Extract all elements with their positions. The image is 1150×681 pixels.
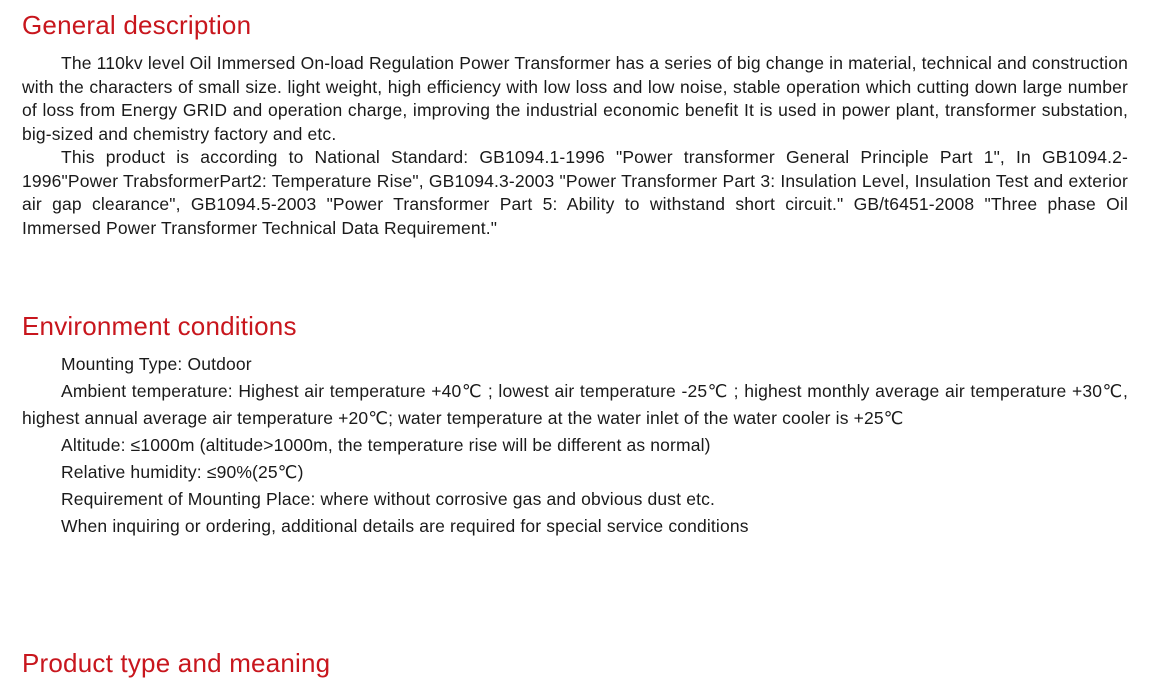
general-description-heading: General description [22, 10, 252, 40]
national-standard-paragraph: This product is according to National Standard: GB1094.1-1996 "Power transformer General Principle Part 1", In GB1094.2-1996"Power TrabsformerPart2: Temperature Rise", GB1094.3-2003 "Power Transformer Part 3: Insulation Level, Insulation Test and exterior air gap clearance", GB1094.5-2003 "Power Transformer Part 5: Ability to withstand short circuit." GB/t6451-2008 "Three phase Oil Immersed Power Transformer Technical Data Requirement." [22, 147, 1128, 238]
environment-conditions-section [22, 311, 1128, 540]
mounting-place-line: Requirement of Mounting Place: where without corrosive gas and obvious dust etc. [61, 489, 716, 509]
environment-conditions-body [22, 351, 1128, 540]
relative-humidity-line: Relative humidity: ≤90%(25℃) [61, 462, 304, 482]
environment-conditions-heading: Environment conditions [22, 311, 297, 341]
special-conditions-line: When inquiring or ordering, additional details are required for special service conditions [61, 516, 749, 536]
ambient-temperature-line: Ambient temperature: Highest air temperature +40℃ ; lowest air temperature -25℃ ; highest monthly average air temperature +30℃, highest annual average air temperature +20℃; water temperature at the water inlet of the water cooler is +25℃ [22, 381, 1128, 428]
general-description-body [22, 52, 1128, 240]
product-type-section [22, 648, 1128, 678]
product-type-heading: Product type and meaning [22, 648, 331, 678]
mounting-type-line: Mounting Type: Outdoor [61, 354, 252, 374]
altitude-line: Altitude: ≤1000m (altitude>1000m, the temperature rise will be different as normal) [61, 435, 711, 455]
general-description-paragraph: The 110kv level Oil Immersed On-load Regulation Power Transformer has a series of big change in material, technical and construction with the characters of small size. light weight, high efficiency with low loss and low noise, stable operation which cutting down large number of loss from Energy GRID and operation charge, improving the industrial economic benefit It is used in power plant, transformer substation, big-sized and chemistry factory and etc. [22, 53, 1128, 144]
general-description-section [22, 10, 1128, 240]
